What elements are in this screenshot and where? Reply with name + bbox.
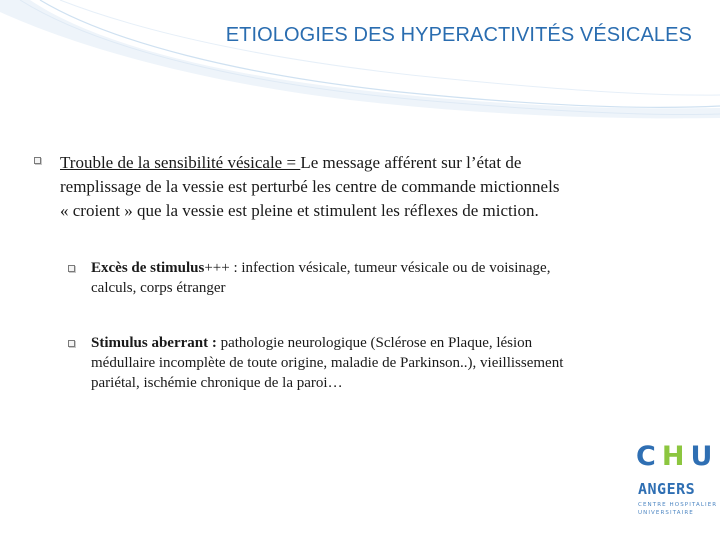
logo-city: ANGERS xyxy=(638,480,696,498)
sub-bullet-line2: calculs, corps étranger xyxy=(91,280,226,296)
sub-bullet-stimulus-excess xyxy=(91,258,681,298)
sub-bullet-square-icon xyxy=(68,265,75,272)
sub-bullet-term: Excès de stimulus xyxy=(91,260,205,276)
sub-bullet-stimulus-aberrant xyxy=(91,333,681,393)
decorative-swoosh xyxy=(0,0,720,140)
sub-bullet-line3: pariétal, ischémie chronique de la paroi… xyxy=(91,375,343,391)
slide-title: ETIOLOGIES DES HYPERACTIVITÉS VÉSICALES xyxy=(225,24,692,46)
chu-angers-logo xyxy=(636,440,718,525)
main-bullet-term: Trouble de la sensibilité vésicale = xyxy=(60,153,301,172)
logo-letter-u: U xyxy=(690,441,713,472)
sub-bullet-line2: médullaire incomplète de toute origine, maladie de Parkinson..), vieillissement xyxy=(91,355,564,371)
main-bullet-line1: Le message afférent sur l’état de xyxy=(300,153,522,172)
logo-tagline-2: UNIVERSITAIRE xyxy=(638,510,694,516)
bullet-square-icon xyxy=(34,157,41,164)
sub-bullet-square-icon xyxy=(68,340,75,347)
main-bullet-text xyxy=(60,151,700,223)
logo-letter-c: C xyxy=(636,441,656,472)
main-bullet-line3: « croient » que la vessie est pleine et stimulent les réflexes de miction. xyxy=(60,201,539,220)
logo-letter-h: H xyxy=(661,441,685,472)
logo-chu-letters xyxy=(636,440,712,474)
sub-bullet-line1: pathologie neurologique (Sclérose en Plaque, lésion xyxy=(220,335,533,351)
sub-bullet-line1: +++ : infection vésicale, tumeur vésicale ou de voisinage, xyxy=(204,260,551,276)
logo-tagline-1: CENTRE HOSPITALIER xyxy=(638,502,718,508)
sub-bullet-term: Stimulus aberrant : xyxy=(91,335,221,351)
main-bullet-line2: remplissage de la vessie est perturbé les centre de commande mictionnels xyxy=(60,177,560,196)
